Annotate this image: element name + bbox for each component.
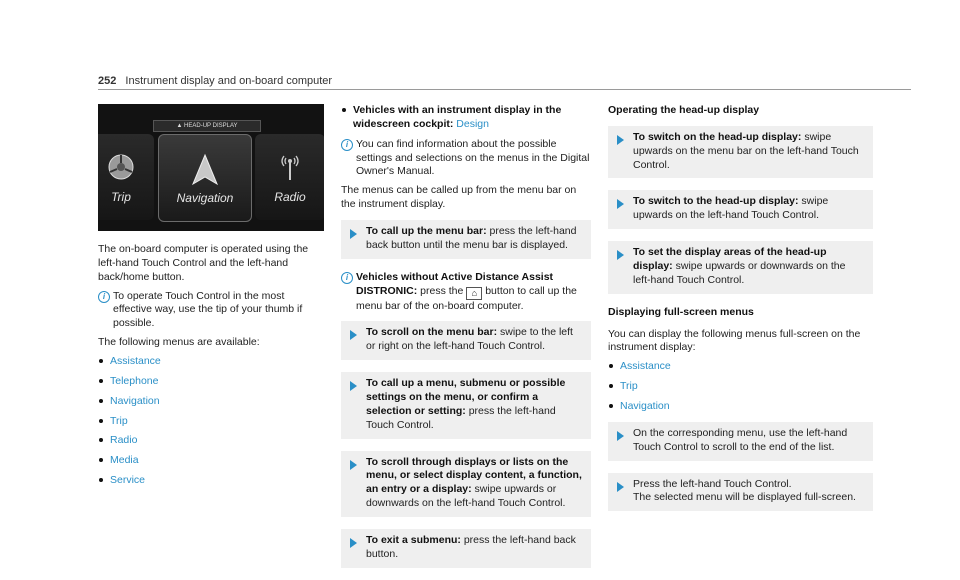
step-set-display-areas [608, 241, 873, 294]
page-title: Instrument display and on-board computer [125, 75, 333, 87]
tile-radio-label: Radio [274, 190, 306, 205]
page-header [98, 74, 332, 89]
step-text: press the left-hand back button. [366, 534, 576, 560]
display-screenshot [98, 104, 324, 231]
note-digital-manual [341, 138, 591, 180]
menu-link-trip[interactable]: Trip [620, 380, 638, 393]
steering-wheel-icon [106, 152, 136, 182]
menu-link-media[interactable]: Media [110, 454, 139, 467]
home-button-icon: ⌂ [466, 287, 482, 300]
note-text-pre: press the [420, 284, 464, 297]
menu-list [98, 355, 326, 488]
step-arrow-icon [617, 431, 624, 441]
list-item [608, 380, 873, 394]
step-press-touch-control [608, 473, 873, 512]
heading-operating-hud: Operating the head-up display [608, 104, 760, 116]
menu-link-navigation[interactable]: Navigation [110, 394, 160, 407]
menus-para: The menus can be called up from the menu bar on the instrument display. [341, 184, 577, 211]
head-up-display-bar: ▲ HEAD-UP DISPLAY [153, 120, 261, 132]
note-text-post: button to call up the menu bar of the on-board computer. [356, 284, 577, 312]
list-item [98, 474, 326, 488]
page-number: 252 [98, 75, 117, 87]
list-item [98, 355, 326, 369]
step-title: To call up a menu, submenu or possible settings on the menu, or confirm a selection or setting: [366, 377, 566, 417]
step-arrow-icon [350, 330, 357, 340]
step-arrow-icon [617, 482, 624, 492]
bullet-condition: Vehicles with an instrument display in the widescreen cockpit: [353, 104, 562, 130]
list-item [608, 360, 873, 374]
list-item [98, 395, 326, 409]
info-icon: i [98, 291, 110, 303]
note-touch-control [98, 290, 326, 332]
info-icon: i [341, 139, 353, 151]
step-exit-submenu [341, 529, 591, 568]
full-screen-menu-list [608, 360, 873, 414]
step-switch-to-hud [608, 190, 873, 229]
step-scroll-displays [341, 451, 591, 517]
step-arrow-icon [350, 381, 357, 391]
step-text: press the left-hand Touch Control. [366, 404, 556, 431]
note-text: To operate Touch Control in the most effective way, use the tip of your thumb if possible. [113, 289, 303, 330]
column-1 [98, 104, 326, 494]
tile-trip [98, 134, 154, 220]
menu-link-service[interactable]: Service [110, 474, 146, 487]
step-title: To switch to the head-up display: [633, 195, 799, 208]
step-title: To scroll through displays or lists on the menu, or select display content, a function, an entry or a display: [366, 455, 582, 496]
full-screen-para: You can display the following menus full-screen on the instrument display: [608, 327, 861, 354]
step-title: To set the display areas of the head-up display: [633, 246, 827, 273]
step-text: swipe upwards on the left-hand Touch Control. [633, 195, 829, 222]
intro-text: The on-board computer is operated using the left-hand Touch Control and the left-hand back/home button. [98, 243, 309, 283]
list-item [98, 434, 326, 448]
heading-full-screen: Displaying full-screen menus [608, 305, 754, 318]
design-bullet-list [341, 104, 591, 132]
step-result: The selected menu will be displayed full-screen. [633, 491, 856, 504]
step-arrow-icon [617, 250, 624, 260]
column-3 [608, 104, 873, 523]
info-icon: i [341, 272, 353, 284]
menu-link-radio[interactable]: Radio [110, 434, 138, 447]
note-condition: Vehicles without Active Distance Assist DISTRONIC: [356, 270, 554, 297]
step-arrow-icon [617, 135, 624, 145]
note-distronic [341, 271, 591, 314]
step-arrow-icon [350, 538, 357, 548]
tile-navigation-label: Navigation [176, 191, 234, 206]
design-link[interactable]: Design [456, 117, 489, 130]
note-text: You can find information about the possible settings and selections on the menus in the Digital Owner's Manual. [356, 137, 590, 178]
list-item [608, 400, 873, 414]
step-text: On the corresponding menu, use the left-hand Touch Control to scroll to the end of the list. [633, 426, 848, 453]
menu-link-assistance[interactable]: Assistance [620, 360, 671, 373]
step-text: swipe to the left or right on the left-hand Touch Control. [366, 326, 573, 353]
step-title: To switch on the head-up display: [633, 130, 802, 143]
step-title: To scroll on the menu bar: [366, 326, 498, 339]
list-item [98, 454, 326, 468]
step-arrow-icon [617, 199, 624, 209]
step-text: swipe upwards or downwards on the left-hand Touch Control. [633, 260, 846, 286]
step-text: press the left-hand back button until the menu bar is displayed. [366, 225, 577, 251]
step-text: swipe upwards or downwards on the left-hand Touch Control. [366, 483, 566, 510]
step-arrow-icon [350, 460, 357, 470]
tile-radio [255, 134, 324, 220]
tile-trip-label: Trip [111, 190, 131, 205]
menu-link-navigation[interactable]: Navigation [620, 400, 670, 413]
step-text: swipe upwards on the menu bar on the left-hand Touch Control. [633, 130, 859, 171]
list-item [98, 415, 326, 429]
header-rule [98, 89, 911, 90]
step-title: To call up the menu bar: [366, 225, 487, 238]
list-item [341, 104, 591, 132]
list-item [98, 375, 326, 389]
radio-antenna-icon [275, 152, 305, 182]
menu-link-trip[interactable]: Trip [110, 414, 128, 427]
step-arrow-icon [350, 229, 357, 239]
tile-navigation [158, 134, 252, 222]
step-call-up-menu [341, 372, 591, 438]
menu-link-assistance[interactable]: Assistance [110, 355, 161, 368]
step-scroll-menu-bar [341, 321, 591, 360]
step-switch-on-hud [608, 126, 873, 179]
navigation-arrow-icon [190, 153, 220, 187]
step-text: Press the left-hand Touch Control. [633, 477, 792, 490]
column-2 [341, 104, 591, 580]
menus-intro: The following menus are available: [98, 336, 260, 349]
step-title: To exit a submenu: [366, 534, 461, 547]
menu-link-telephone[interactable]: Telephone [110, 374, 159, 387]
step-scroll-to-end [608, 422, 873, 461]
step-call-up-menu-bar [341, 220, 591, 259]
